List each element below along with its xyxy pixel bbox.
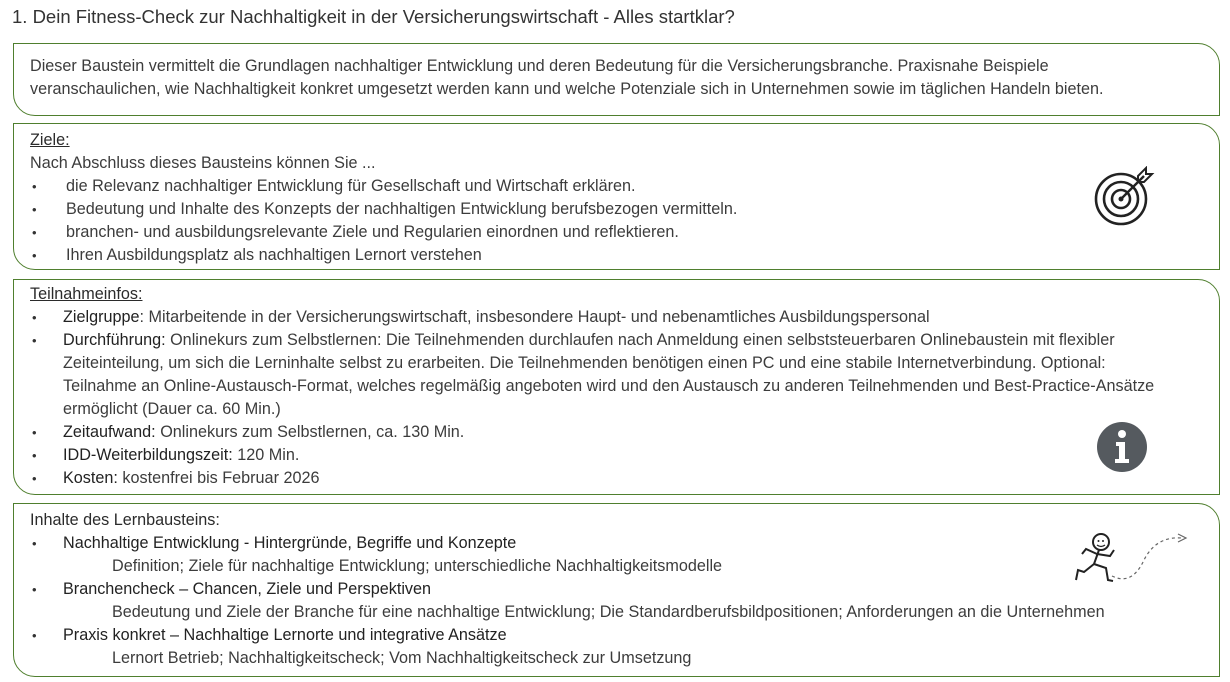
contents-list (30, 532, 1203, 670)
info-icon (1096, 421, 1148, 473)
goals-heading: Ziele: (30, 131, 70, 149)
list-item: • Bedeutung und Inhalte des Konzepts der nachhaltigen Entwicklung berufsbezogen vermitteln. (30, 198, 1203, 221)
contents-box (13, 503, 1220, 677)
list-item: • Kosten: kostenfrei bis Februar 2026 (30, 467, 1203, 490)
intro-line-1: Dieser Baustein vermittelt die Grundlagen nachhaltiger Entwicklung und deren Bedeutung für die Versicherungsbranche. Praxisnahe Beispiele (30, 57, 1049, 75)
list-item: • Zeitaufwand: Onlinekurs zum Selbstlernen, ca. 130 Min. (30, 421, 1203, 444)
goals-box (13, 123, 1220, 270)
contents-heading: Inhalte des Lernbausteins: (30, 511, 220, 529)
list-item: • branchen- und ausbildungsrelevante Ziele und Regularien einordnen und reflektieren. (30, 221, 1203, 244)
info-list (30, 306, 1203, 490)
list-item: • Praxis konkret – Nachhaltige Lernorte und integrative Ansätze Lernort Betrieb; Nachhaltigkeitscheck; Vom Nachhaltigkeitscheck zur Umsetzung (30, 624, 1203, 670)
intro-box (13, 43, 1220, 116)
list-item: • die Relevanz nachhaltiger Entwicklung für Gesellschaft und Wirtschaft erklären. (30, 175, 1203, 198)
list-item: • IDD-Weiterbildungszeit: 120 Min. (30, 444, 1203, 467)
goals-list (30, 175, 1203, 267)
info-heading: Teilnahmeinfos: (30, 285, 143, 303)
list-item: • Branchencheck – Chancen, Ziele und Perspektiven Bedeutung und Ziele der Branche für eine nachhaltige Entwicklung; Die Standardberufsbildpositionen; Anforderungen an die Unternehmen (30, 578, 1203, 624)
list-item: • Zielgruppe: Mitarbeitende in der Versicherungswirtschaft, insbesondere Haupt- und nebenamtliches Ausbildungspersonal (30, 306, 1203, 329)
running-figure-icon (1072, 530, 1197, 590)
list-item: • Durchführung: Onlinekurs zum Selbstlernen: Die Teilnehmenden durchlaufen nach Anmeldung einen selbststeuerbaren Onlinebaustein mit flexibler Zeiteinteilung, um sich die Lerninhalte selbst zu erarbeiten. Die Teilnehmenden benötigen einen PC und eine stabile Internetverbindung. Optional: Teilnahme an Online-Austausch-Format, welches regelmäßig angeboten wird und den Austausch zu anderen Teilnehmenden und Best-Practice-Ansätze ermöglicht (Dauer ca. 60 Min.) (30, 329, 1203, 421)
page-title: 1. Dein Fitness-Check zur Nachhaltigkeit in der Versicherungswirtschaft - Alles startklar? (12, 6, 735, 27)
target-icon (1094, 166, 1156, 228)
participation-info-box (13, 279, 1220, 495)
list-item: • Nachhaltige Entwicklung - Hintergründe, Begriffe und Konzepte Definition; Ziele für nachhaltige Entwicklung; unterschiedliche Nachhaltigkeitsmodelle (30, 532, 1203, 578)
intro-line-2: veranschaulichen, wie Nachhaltigkeit konkret umgesetzt werden kann und welche Potenziale sich in Unternehmen sowie im täglichen Handeln bieten. (30, 80, 1104, 98)
goals-lead: Nach Abschluss dieses Bausteins können Sie ... (30, 154, 376, 172)
list-item: • Ihren Ausbildungsplatz als nachhaltigen Lernort verstehen (30, 244, 1203, 267)
